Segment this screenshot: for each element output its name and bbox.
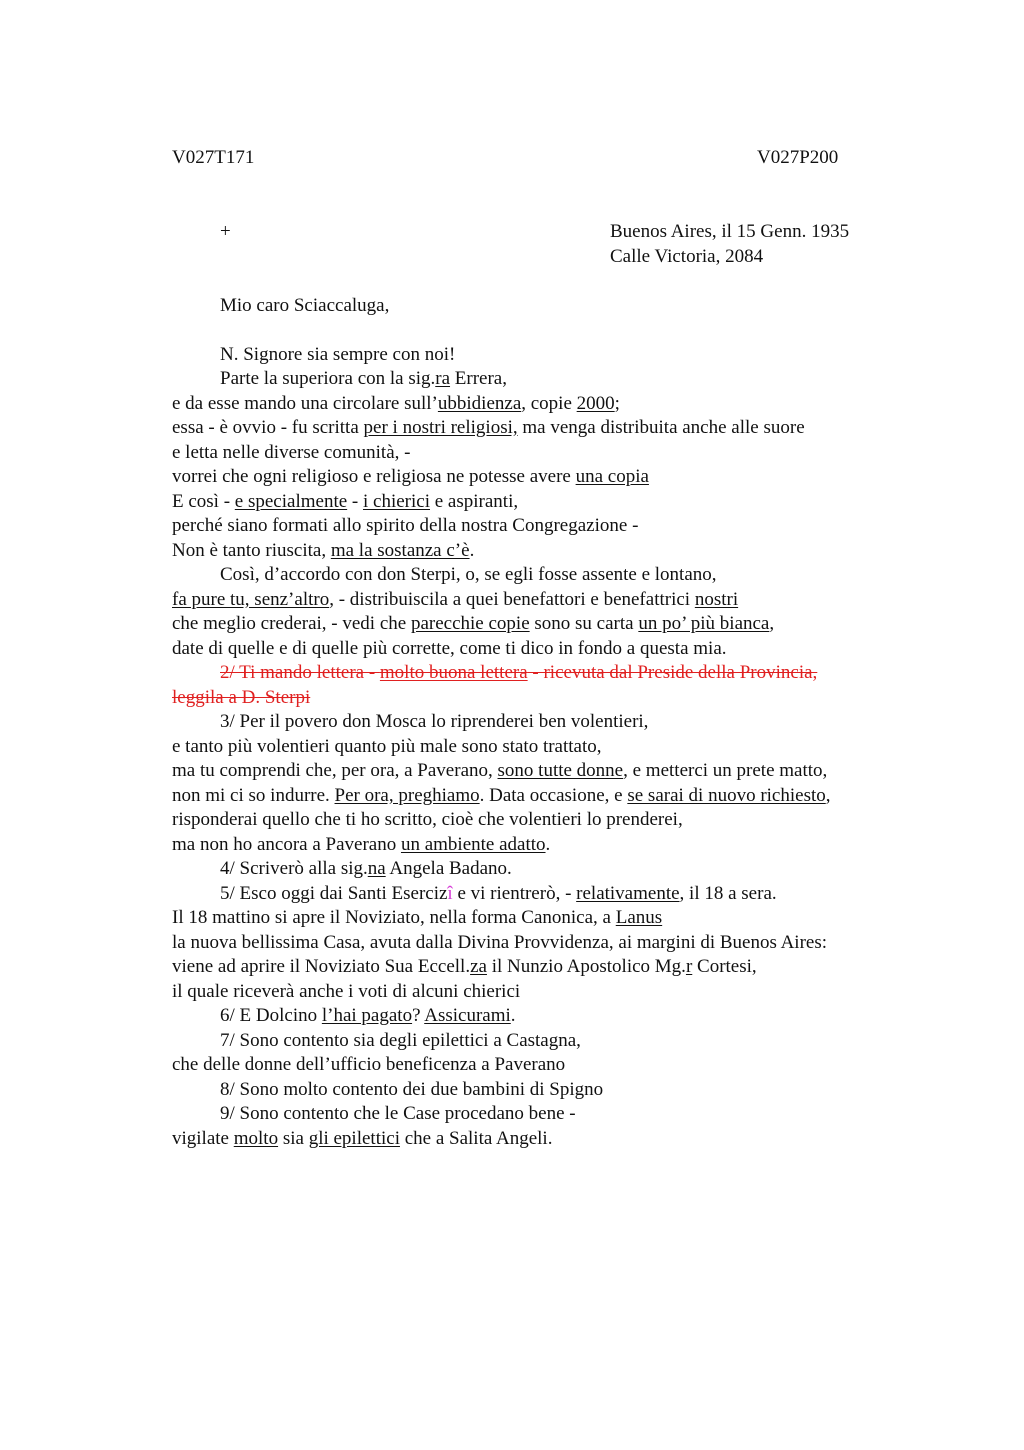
letter-line: e letta nelle diverse comunità, - [172, 442, 411, 463]
document-ref-left: V027T171 [172, 147, 255, 168]
letter-line: fa pure tu, senz’altro, - distribuiscila a quei benefattori e benefattrici nostri [172, 589, 739, 610]
letter-line: 8/ Sono molto contento dei due bambini di Spigno [220, 1079, 604, 1100]
letter-line: vorrei che ogni religioso e religiosa ne potesse avere una copia [172, 466, 649, 487]
place-date: Buenos Aires, il 15 Genn. 1935 [610, 221, 850, 242]
letter-line: e tanto più volentieri quanto più male sono stato trattato, [172, 736, 602, 757]
letter-line: Parte la superiora con la sig.ra Errera, [220, 368, 507, 389]
deleted-line: leggila a D. Sterpi [172, 687, 311, 708]
letter-line: N. Signore sia sempre con noi! [220, 344, 456, 365]
letter-line: 3/ Per il povero don Mosca lo riprenderei ben volentieri, [220, 711, 649, 732]
deleted-line: 2/ Ti mando lettera - molto buona lettera - ricevuta dal Preside della Provincia, [220, 662, 818, 683]
letter-line: Non è tanto riuscita, ma la sostanza c’è. [172, 540, 475, 561]
letter-line: non mi ci so indurre. Per ora, preghiamo. Data occasione, e se sarai di nuovo richiesto, [172, 785, 831, 806]
letter-line: che delle donne dell’ufficio beneficenza a Paverano [172, 1054, 566, 1075]
letter-line: essa - è ovvio - fu scritta per i nostri religiosi, ma venga distribuita anche alle suore [172, 417, 805, 438]
letter-line: viene ad aprire il Noviziato Sua Eccell.za il Nunzio Apostolico Mg.r Cortesi, [172, 956, 757, 977]
letter-line: la nuova bellissima Casa, avuta dalla Divina Provvidenza, ai margini di Buenos Aires: [172, 932, 828, 953]
letter-line: vigilate molto sia gli epilettici che a Salita Angeli. [172, 1128, 553, 1149]
letter-line: date di quelle e di quelle più corrette, come ti dico in fondo a questa mia. [172, 638, 727, 659]
letter-line: ma tu comprendi che, per ora, a Paverano, sono tutte donne, e metterci un prete matto, [172, 760, 828, 781]
letter-line: 9/ Sono contento che le Case procedano bene - [220, 1103, 576, 1124]
letter-line: perché siano formati allo spirito della nostra Congregazione - [172, 515, 639, 536]
letter-line: Il 18 mattino si apre il Noviziato, nella forma Canonica, a Lanus [172, 907, 663, 928]
letter-line: 7/ Sono contento sia degli epilettici a Castagna, [220, 1030, 581, 1051]
address: Calle Victoria, 2084 [610, 246, 764, 267]
letter-line: risponderai quello che ti ho scritto, cioè che volentieri lo prenderei, [172, 809, 683, 830]
cross-mark: + [220, 221, 231, 242]
letter-line: 6/ E Dolcino l’hai pagato? Assicurami. [220, 1005, 516, 1026]
letter-line: 5/ Esco oggi dai Santi Esercizî e vi rientrerò, - relativamente, il 18 a sera. [220, 883, 777, 904]
letter-line: che meglio crederai, - vedi che parecchie copie sono su carta un po’ più bianca, [172, 613, 775, 634]
letter-line: 4/ Scriverò alla sig.na Angela Badano. [220, 858, 512, 879]
letter-line: il quale riceverà anche i voti di alcuni chierici [172, 981, 521, 1002]
document-ref-right: V027P200 [757, 147, 839, 168]
letter-line: Così, d’accordo con don Sterpi, o, se egli fosse assente e lontano, [220, 564, 717, 585]
salutation: Mio caro Sciaccaluga, [220, 295, 390, 316]
letter-line: ma non ho ancora a Paverano un ambiente adatto. [172, 834, 551, 855]
letter-line: E così - e specialmente - i chierici e aspiranti, [172, 491, 519, 512]
letter-line: e da esse mando una circolare sull’ubbidienza, copie 2000; [172, 393, 620, 414]
